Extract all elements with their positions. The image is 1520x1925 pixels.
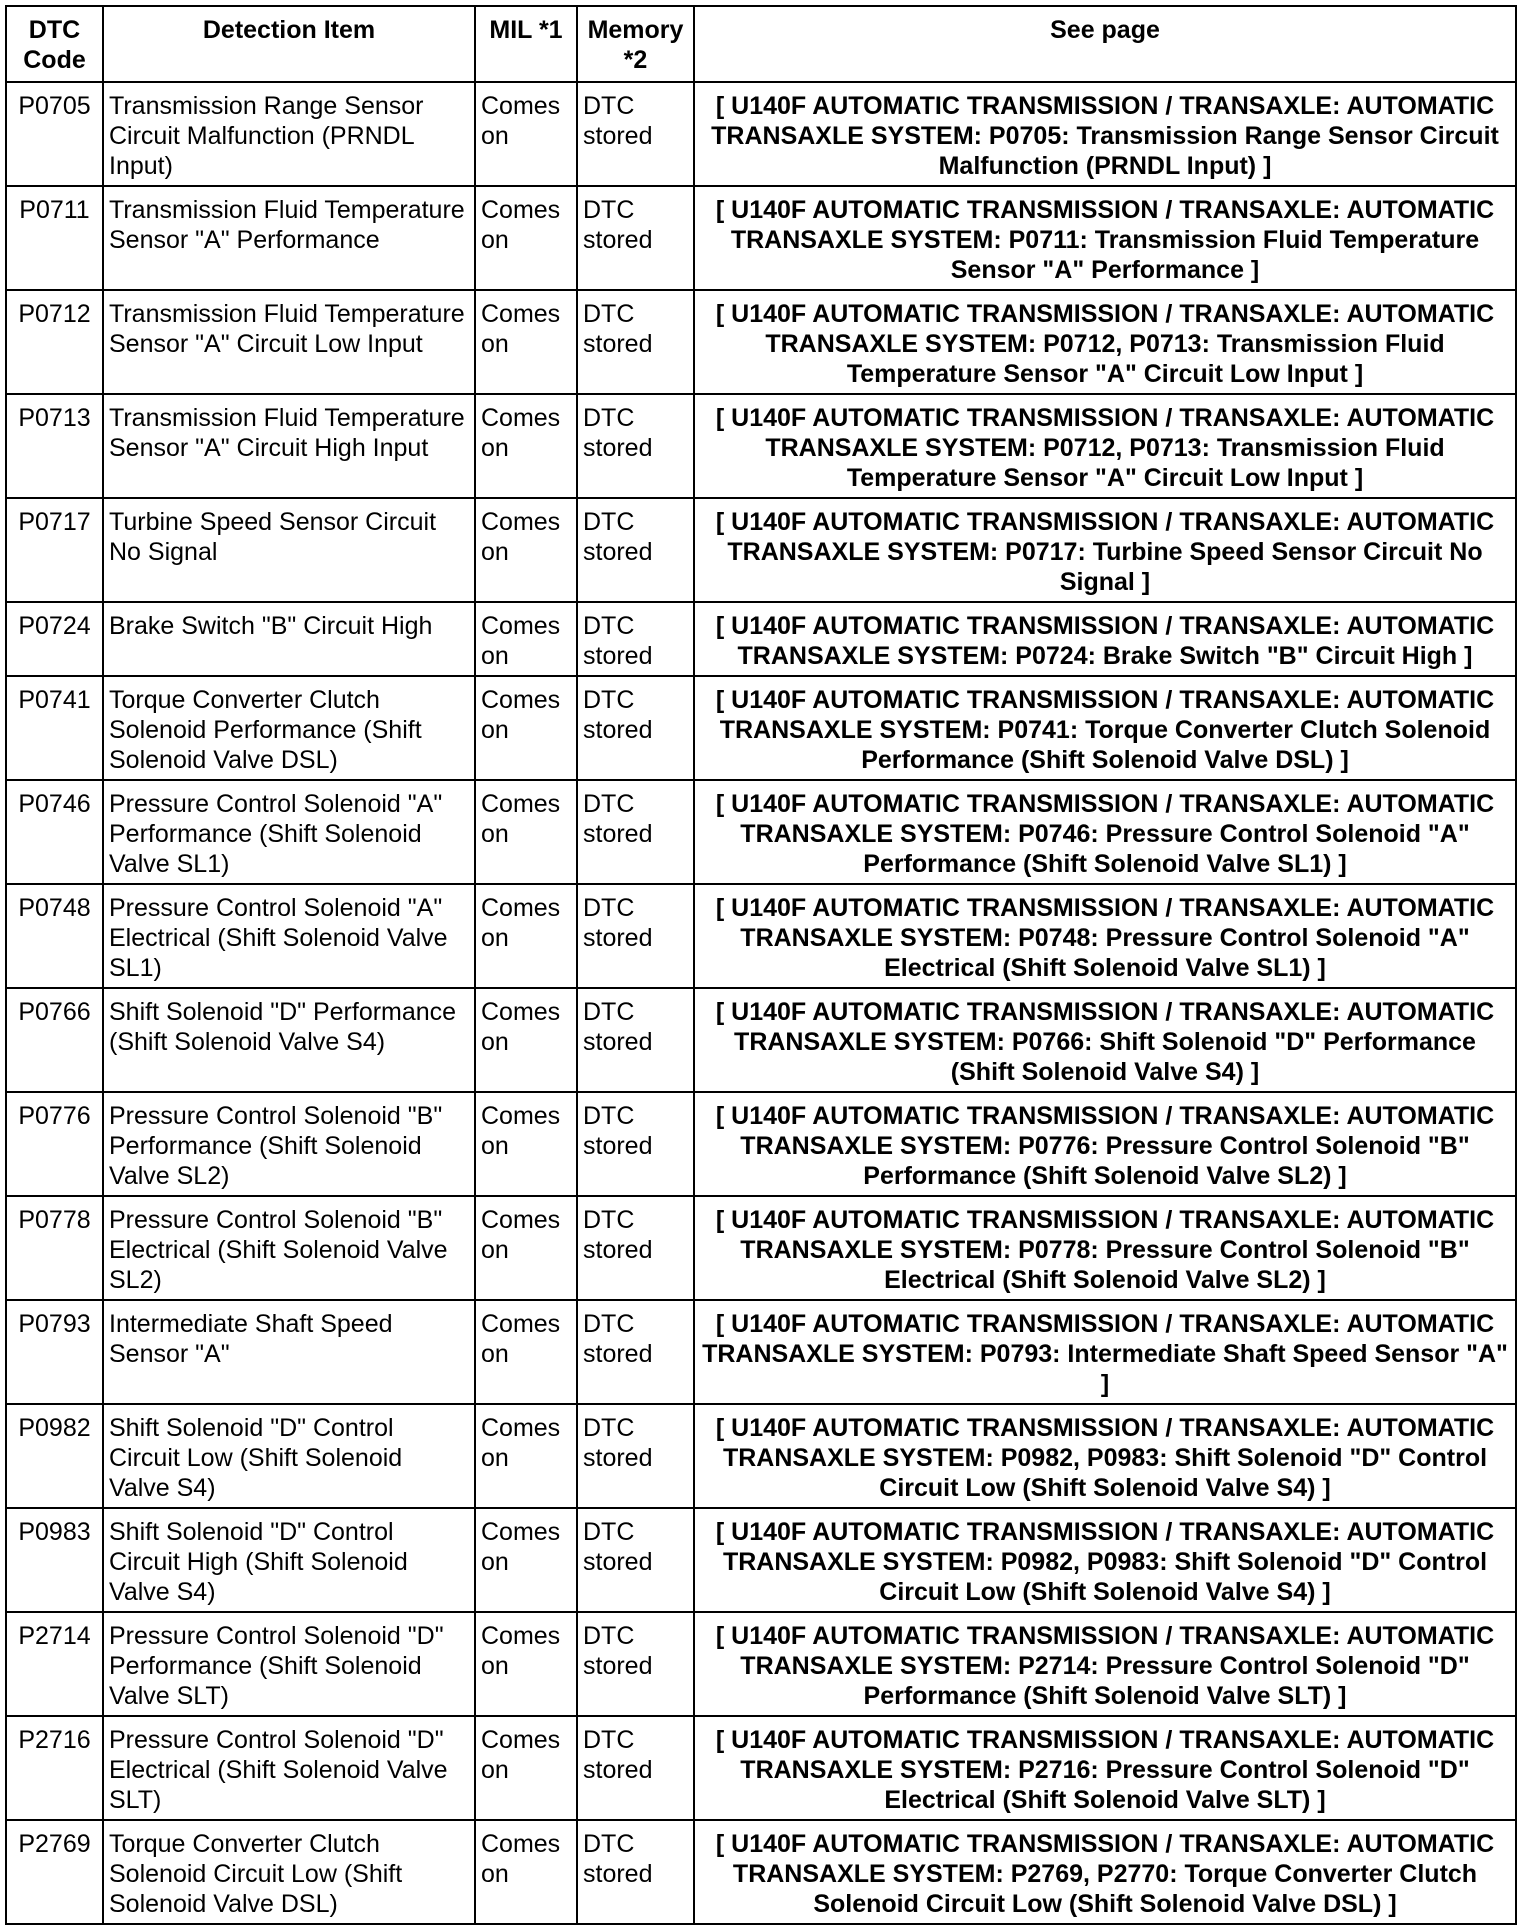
mil-cell: Comes on xyxy=(475,1196,577,1300)
mil-cell: Comes on xyxy=(475,1716,577,1820)
memory-cell: DTC stored xyxy=(577,988,694,1092)
dtc-code-cell: P0705 xyxy=(6,82,103,186)
memory-cell: DTC stored xyxy=(577,1300,694,1404)
memory-cell: DTC stored xyxy=(577,676,694,780)
see-page-link[interactable]: [ U140F AUTOMATIC TRANSMISSION / TRANSAXLE: AUTOMATIC TRANSAXLE SYSTEM: P0712, P0713: Transmission Fluid Temperature Sensor "A" Circuit Low Input ] xyxy=(694,394,1516,498)
dtc-code-cell: P2769 xyxy=(6,1820,103,1924)
see-page-link[interactable]: [ U140F AUTOMATIC TRANSMISSION / TRANSAXLE: AUTOMATIC TRANSAXLE SYSTEM: P2769, P2770: Torque Converter Clutch Solenoid Circuit Low (Shift Solenoid Valve DSL) ] xyxy=(694,1820,1516,1924)
header-see-page: See page xyxy=(694,6,1516,82)
see-page-link[interactable]: [ U140F AUTOMATIC TRANSMISSION / TRANSAXLE: AUTOMATIC TRANSAXLE SYSTEM: P2714: Pressure Control Solenoid "D" Performance (Shift Solenoid Valve SLT) ] xyxy=(694,1612,1516,1716)
detection-item-cell: Shift Solenoid "D" Control Circuit High (Shift Solenoid Valve S4) xyxy=(103,1508,475,1612)
table-row xyxy=(6,1196,1516,1300)
see-page-link[interactable]: [ U140F AUTOMATIC TRANSMISSION / TRANSAXLE: AUTOMATIC TRANSAXLE SYSTEM: P0724: Brake Switch "B" Circuit High ] xyxy=(694,602,1516,676)
see-page-link[interactable]: [ U140F AUTOMATIC TRANSMISSION / TRANSAXLE: AUTOMATIC TRANSAXLE SYSTEM: P0982, P0983: Shift Solenoid "D" Control Circuit Low (Shift Solenoid Valve S4) ] xyxy=(694,1508,1516,1612)
memory-cell: DTC stored xyxy=(577,1612,694,1716)
mil-cell: Comes on xyxy=(475,1508,577,1612)
see-page-link[interactable]: [ U140F AUTOMATIC TRANSMISSION / TRANSAXLE: AUTOMATIC TRANSAXLE SYSTEM: P0717: Turbine Speed Sensor Circuit No Signal ] xyxy=(694,498,1516,602)
see-page-link[interactable]: [ U140F AUTOMATIC TRANSMISSION / TRANSAXLE: AUTOMATIC TRANSAXLE SYSTEM: P0741: Torque Converter Clutch Solenoid Performance (Shift Solenoid Valve DSL) ] xyxy=(694,676,1516,780)
table-row xyxy=(6,1404,1516,1508)
table-row xyxy=(6,1300,1516,1404)
mil-cell: Comes on xyxy=(475,884,577,988)
detection-item-cell: Intermediate Shaft Speed Sensor "A" xyxy=(103,1300,475,1404)
dtc-table xyxy=(5,5,1517,1925)
table-row xyxy=(6,988,1516,1092)
dtc-code-cell: P2714 xyxy=(6,1612,103,1716)
mil-cell: Comes on xyxy=(475,1612,577,1716)
table-row xyxy=(6,1612,1516,1716)
memory-cell: DTC stored xyxy=(577,1092,694,1196)
table-body xyxy=(6,82,1516,1924)
dtc-code-cell: P0983 xyxy=(6,1508,103,1612)
table-row xyxy=(6,1820,1516,1924)
detection-item-cell: Shift Solenoid "D" Performance (Shift Solenoid Valve S4) xyxy=(103,988,475,1092)
detection-item-cell: Torque Converter Clutch Solenoid Performance (Shift Solenoid Valve DSL) xyxy=(103,676,475,780)
detection-item-cell: Transmission Range Sensor Circuit Malfunction (PRNDL Input) xyxy=(103,82,475,186)
see-page-link[interactable]: [ U140F AUTOMATIC TRANSMISSION / TRANSAXLE: AUTOMATIC TRANSAXLE SYSTEM: P0711: Transmission Fluid Temperature Sensor "A" Performance ] xyxy=(694,186,1516,290)
see-page-link[interactable]: [ U140F AUTOMATIC TRANSMISSION / TRANSAXLE: AUTOMATIC TRANSAXLE SYSTEM: P0982, P0983: Shift Solenoid "D" Control Circuit Low (Shift Solenoid Valve S4) ] xyxy=(694,1404,1516,1508)
dtc-code-cell: P2716 xyxy=(6,1716,103,1820)
see-page-link[interactable]: [ U140F AUTOMATIC TRANSMISSION / TRANSAXLE: AUTOMATIC TRANSAXLE SYSTEM: P0766: Shift Solenoid "D" Performance (Shift Solenoid Valve S4) ] xyxy=(694,988,1516,1092)
memory-cell: DTC stored xyxy=(577,498,694,602)
memory-cell: DTC stored xyxy=(577,394,694,498)
memory-cell: DTC stored xyxy=(577,290,694,394)
table-row xyxy=(6,676,1516,780)
memory-cell: DTC stored xyxy=(577,602,694,676)
table-row xyxy=(6,780,1516,884)
mil-cell: Comes on xyxy=(475,1300,577,1404)
header-memory: Memory *2 xyxy=(577,6,694,82)
memory-cell: DTC stored xyxy=(577,1196,694,1300)
table-row xyxy=(6,1508,1516,1612)
table-row xyxy=(6,82,1516,186)
detection-item-cell: Shift Solenoid "D" Control Circuit Low (Shift Solenoid Valve S4) xyxy=(103,1404,475,1508)
detection-item-cell: Pressure Control Solenoid "D" Electrical (Shift Solenoid Valve SLT) xyxy=(103,1716,475,1820)
header-dtc-code: DTC Code xyxy=(6,6,103,82)
dtc-code-cell: P0711 xyxy=(6,186,103,290)
dtc-code-cell: P0776 xyxy=(6,1092,103,1196)
table-header-row xyxy=(6,6,1516,82)
dtc-code-cell: P0717 xyxy=(6,498,103,602)
table-row xyxy=(6,394,1516,498)
see-page-link[interactable]: [ U140F AUTOMATIC TRANSMISSION / TRANSAXLE: AUTOMATIC TRANSAXLE SYSTEM: P0778: Pressure Control Solenoid "B" Electrical (Shift Solenoid Valve SL2) ] xyxy=(694,1196,1516,1300)
memory-cell: DTC stored xyxy=(577,1404,694,1508)
dtc-code-cell: P0748 xyxy=(6,884,103,988)
dtc-code-cell: P0766 xyxy=(6,988,103,1092)
table-row xyxy=(6,1092,1516,1196)
table-row xyxy=(6,1716,1516,1820)
detection-item-cell: Torque Converter Clutch Solenoid Circuit Low (Shift Solenoid Valve DSL) xyxy=(103,1820,475,1924)
see-page-link[interactable]: [ U140F AUTOMATIC TRANSMISSION / TRANSAXLE: AUTOMATIC TRANSAXLE SYSTEM: P0705: Transmission Range Sensor Circuit Malfunction (PRNDL Input) ] xyxy=(694,82,1516,186)
table-row xyxy=(6,498,1516,602)
mil-cell: Comes on xyxy=(475,186,577,290)
memory-cell: DTC stored xyxy=(577,1820,694,1924)
dtc-code-cell: P0713 xyxy=(6,394,103,498)
mil-cell: Comes on xyxy=(475,1404,577,1508)
detection-item-cell: Pressure Control Solenoid "B" Performance (Shift Solenoid Valve SL2) xyxy=(103,1092,475,1196)
header-detection-item: Detection Item xyxy=(103,6,475,82)
mil-cell: Comes on xyxy=(475,602,577,676)
see-page-link[interactable]: [ U140F AUTOMATIC TRANSMISSION / TRANSAXLE: AUTOMATIC TRANSAXLE SYSTEM: P0712, P0713: Transmission Fluid Temperature Sensor "A" Circuit Low Input ] xyxy=(694,290,1516,394)
dtc-code-cell: P0793 xyxy=(6,1300,103,1404)
detection-item-cell: Pressure Control Solenoid "D" Performance (Shift Solenoid Valve SLT) xyxy=(103,1612,475,1716)
see-page-link[interactable]: [ U140F AUTOMATIC TRANSMISSION / TRANSAXLE: AUTOMATIC TRANSAXLE SYSTEM: P0793: Intermediate Shaft Speed Sensor "A" ] xyxy=(694,1300,1516,1404)
mil-cell: Comes on xyxy=(475,82,577,186)
dtc-code-cell: P0724 xyxy=(6,602,103,676)
memory-cell: DTC stored xyxy=(577,1508,694,1612)
mil-cell: Comes on xyxy=(475,1092,577,1196)
table-row xyxy=(6,186,1516,290)
detection-item-cell: Brake Switch "B" Circuit High xyxy=(103,602,475,676)
dtc-code-cell: P0712 xyxy=(6,290,103,394)
see-page-link[interactable]: [ U140F AUTOMATIC TRANSMISSION / TRANSAXLE: AUTOMATIC TRANSAXLE SYSTEM: P2716: Pressure Control Solenoid "D" Electrical (Shift Solenoid Valve SLT) ] xyxy=(694,1716,1516,1820)
memory-cell: DTC stored xyxy=(577,884,694,988)
mil-cell: Comes on xyxy=(475,498,577,602)
detection-item-cell: Pressure Control Solenoid "A" Performance (Shift Solenoid Valve SL1) xyxy=(103,780,475,884)
dtc-code-cell: P0982 xyxy=(6,1404,103,1508)
detection-item-cell: Transmission Fluid Temperature Sensor "A" Circuit High Input xyxy=(103,394,475,498)
table-row xyxy=(6,290,1516,394)
see-page-link[interactable]: [ U140F AUTOMATIC TRANSMISSION / TRANSAXLE: AUTOMATIC TRANSAXLE SYSTEM: P0776: Pressure Control Solenoid "B" Performance (Shift Solenoid Valve SL2) ] xyxy=(694,1092,1516,1196)
mil-cell: Comes on xyxy=(475,394,577,498)
memory-cell: DTC stored xyxy=(577,1716,694,1820)
mil-cell: Comes on xyxy=(475,780,577,884)
dtc-code-cell: P0741 xyxy=(6,676,103,780)
mil-cell: Comes on xyxy=(475,290,577,394)
see-page-link[interactable]: [ U140F AUTOMATIC TRANSMISSION / TRANSAXLE: AUTOMATIC TRANSAXLE SYSTEM: P0746: Pressure Control Solenoid "A" Performance (Shift Solenoid Valve SL1) ] xyxy=(694,780,1516,884)
header-mil: MIL *1 xyxy=(475,6,577,82)
detection-item-cell: Pressure Control Solenoid "A" Electrical (Shift Solenoid Valve SL1) xyxy=(103,884,475,988)
mil-cell: Comes on xyxy=(475,988,577,1092)
table-row xyxy=(6,602,1516,676)
dtc-code-cell: P0778 xyxy=(6,1196,103,1300)
detection-item-cell: Turbine Speed Sensor Circuit No Signal xyxy=(103,498,475,602)
memory-cell: DTC stored xyxy=(577,82,694,186)
dtc-table-document xyxy=(5,5,1515,1925)
table-row xyxy=(6,884,1516,988)
see-page-link[interactable]: [ U140F AUTOMATIC TRANSMISSION / TRANSAXLE: AUTOMATIC TRANSAXLE SYSTEM: P0748: Pressure Control Solenoid "A" Electrical (Shift Solenoid Valve SL1) ] xyxy=(694,884,1516,988)
mil-cell: Comes on xyxy=(475,1820,577,1924)
dtc-code-cell: P0746 xyxy=(6,780,103,884)
memory-cell: DTC stored xyxy=(577,186,694,290)
mil-cell: Comes on xyxy=(475,676,577,780)
detection-item-cell: Transmission Fluid Temperature Sensor "A" Performance xyxy=(103,186,475,290)
detection-item-cell: Transmission Fluid Temperature Sensor "A" Circuit Low Input xyxy=(103,290,475,394)
detection-item-cell: Pressure Control Solenoid "B" Electrical (Shift Solenoid Valve SL2) xyxy=(103,1196,475,1300)
memory-cell: DTC stored xyxy=(577,780,694,884)
